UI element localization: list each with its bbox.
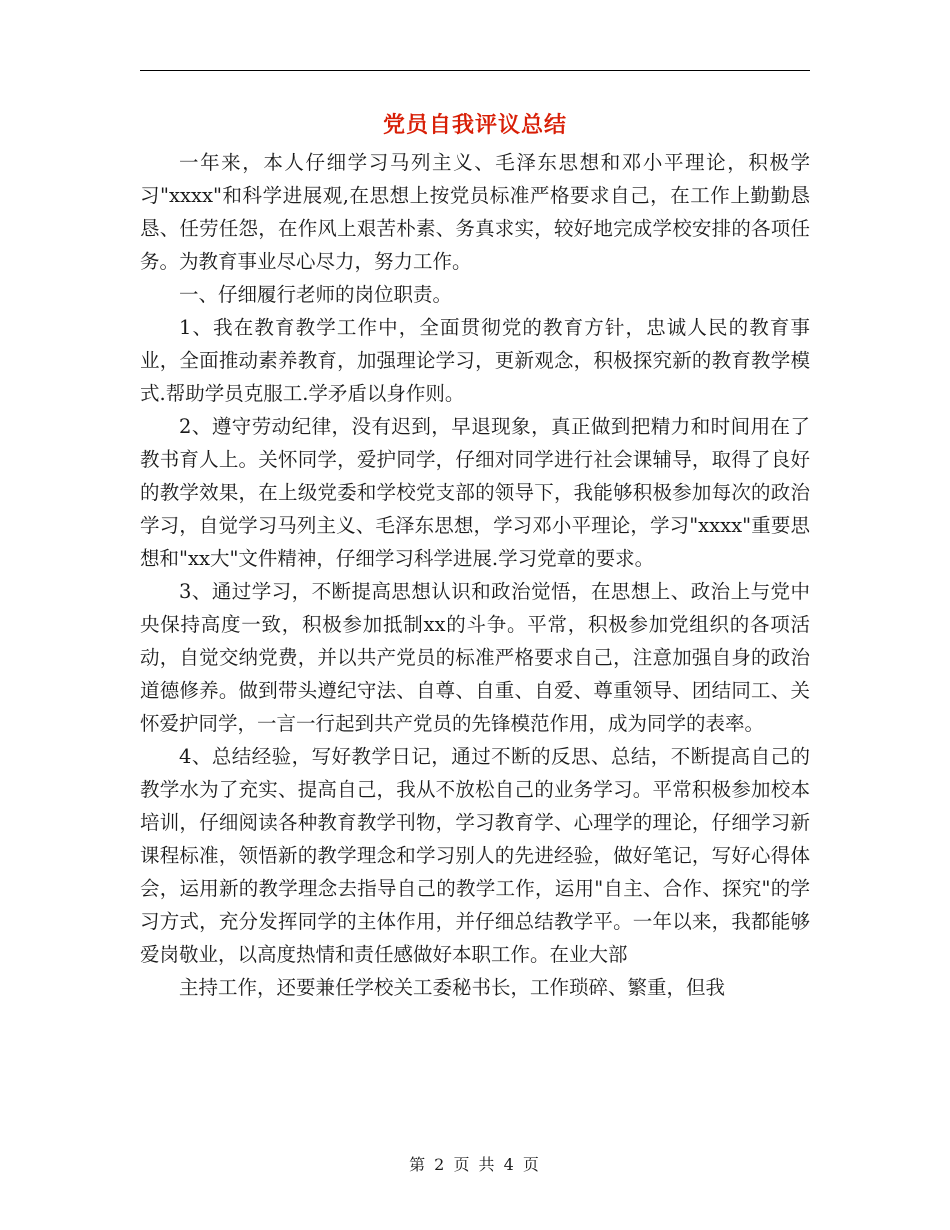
- paragraph-item-1: 1、我在教育教学工作中，全面贯彻党的教育方针，忠诚人民的教育事业，全面推动素养教育，加强理论学习，更新观念，积极探究新的教育教学模式.帮助学员克服工.学矛盾以身作则。: [140, 316, 810, 405]
- paragraph-intro: 一年来，本人仔细学习马列主义、毛泽东思想和邓小平理论，积极学习"xxxx"和科学进展观,在思想上按党员标准严格要求自己，在工作上勤勤恳恳、任劳任怨，在作风上艰苦朴素、务真求实，较好地完成学校安排的各项任务。为教育事业尽心尽力，努力工作。: [140, 151, 810, 273]
- document-body: [140, 146, 810, 1004]
- header-rule: [140, 70, 810, 71]
- paragraph-item-3: 3、通过学习，不断提高思想认识和政治觉悟，在思想上、政治上与党中央保持高度一致，积极参加抵制xx的斗争。平常，积极参加党组织的各项活动，自觉交纳党费，并以共产党员的标准严格要求自己，注意加强自身的政治道德修养。做到带头遵纪守法、自尊、自重、自爱、尊重领导、团结同工、关怀爱护同学，一言一行起到共产党员的先锋模范作用，成为同学的表率。: [140, 580, 810, 735]
- paragraph-item-2: 2、遵守劳动纪律，没有迟到，早退现象，真正做到把精力和时间用在了教书育人上。关怀同学，爱护同学，仔细对同学进行社会课辅导，取得了良好的教学效果，在上级党委和学校党支部的领导下，我能够积极参加每次的政治学习，自觉学习马列主义、毛泽东思想，学习邓小平理论，学习"xxxx"重要思想和"xx大"文件精神，仔细学习科学进展.学习党章的要求。: [140, 415, 810, 570]
- paragraph-item-4: 4、总结经验，写好教学日记，通过不断的反思、总结，不断提高自己的教学水为了充实、提高自己，我从不放松自己的业务学习。平常积极参加校本培训，仔细阅读各种教育教学刊物，学习教育学、心理学的理论，仔细学习新课程标准，领悟新的教学理念和学习别人的先进经验，做好笔记，写好心得体会，运用新的教学理念去指导自己的教学工作，运用"自主、合作、探究"的学习方式，充分发挥同学的主体作用，并仔细总结教学平。一年以来，我都能够爱岗敬业，以高度热情和责任感做好本职工作。在业大部: [140, 745, 810, 966]
- document-title: 党员自我评议总结: [382, 113, 567, 138]
- section-heading-1: 一、仔细履行老师的岗位职责。: [179, 283, 453, 306]
- paragraph-continued: 主持工作，还要兼任学校关工委秘书长，工作琐碎、繁重，但我: [179, 976, 726, 999]
- page-number-footer: 第 2 页 共 4 页: [409, 1155, 541, 1174]
